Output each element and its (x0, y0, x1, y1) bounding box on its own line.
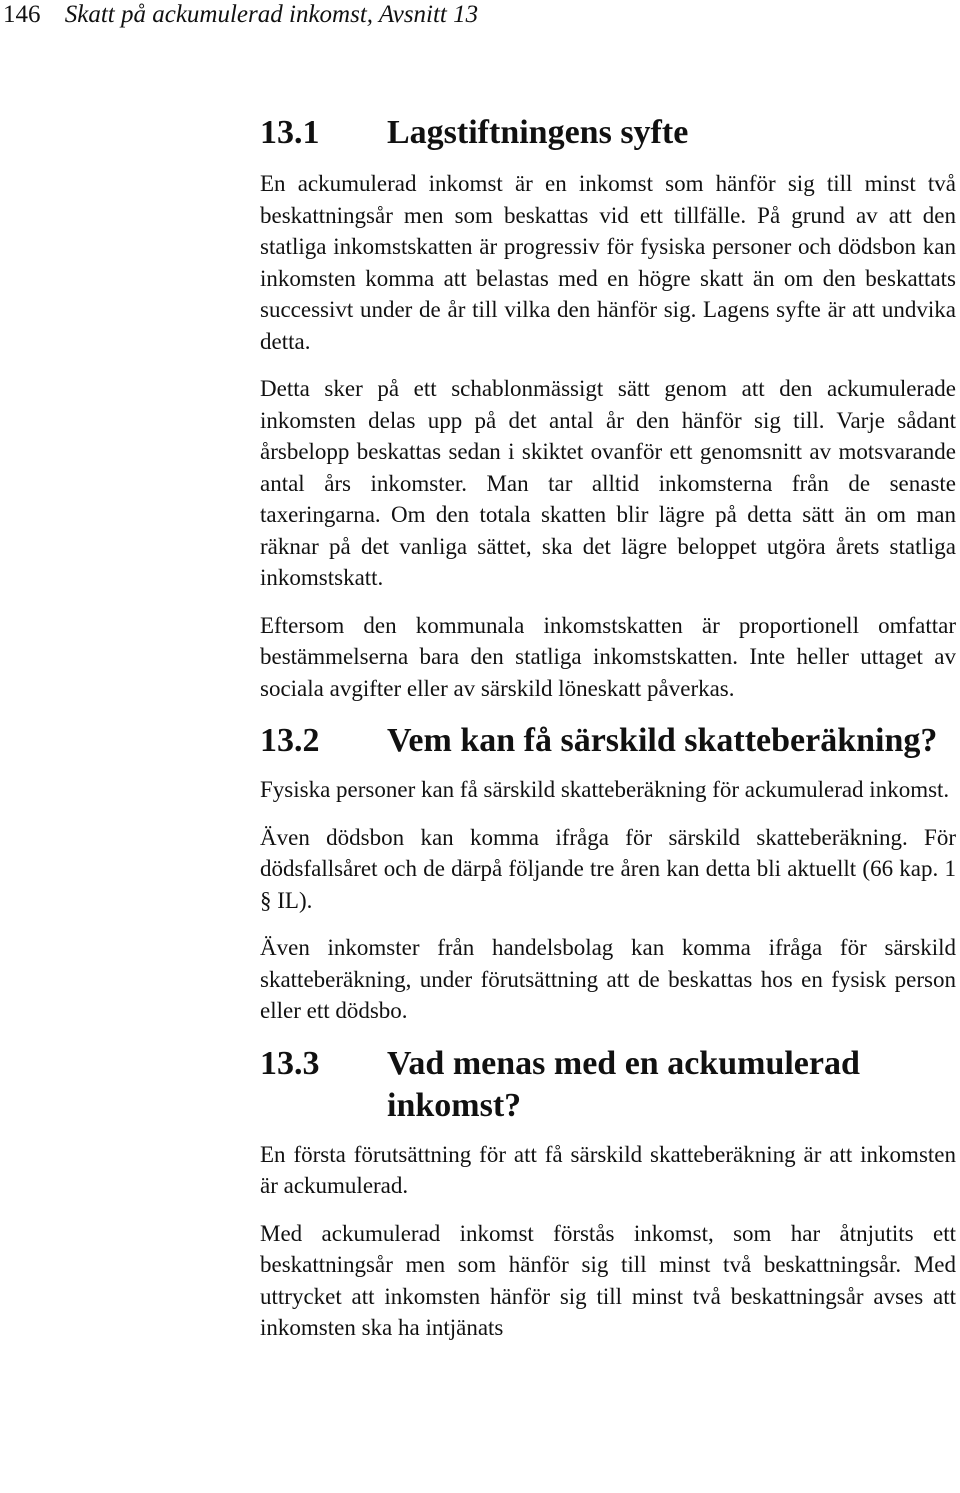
paragraph: Eftersom den kommunala inkomstskatten är proportionell omfattar bestämmelserna bara den statliga inkomstskatten. Inte heller uttaget av sociala avgifter eller av särskild löneskatt påverkas. (260, 612, 956, 701)
section-number: 13.3 (260, 1044, 320, 1082)
section-heading-13-3 (260, 1043, 956, 1127)
paragraph: Fysiska personer kan få särskild skatteberäkning för ackumulerad inkomst. (260, 777, 950, 802)
page-number: 146 (3, 1, 41, 28)
section-number: 13.2 (260, 722, 320, 759)
paragraph: En ackumulerad inkomst är en inkomst som hänför sig till minst två beskattningsår men som beskattas vid ett tillfälle. På grund av att den statliga inkomstskatten är progressiv för fysiska personer och dödsbon kan inkomsten komma att belastas med en högre skatt än om den beskattats successivt under de år till vilka den hänför sig. Lagens syfte är att undvika detta. (260, 171, 956, 354)
paragraph: Med ackumulerad inkomst förstås inkomst, som har åtnjutits ett beskattningsår men som hänför sig till minst två beskattningsår. Med uttrycket att inkomsten hänför sig till minst två beskattningsår avses att inkomsten ska ha intjänats (260, 1220, 956, 1340)
running-title: Skatt på ackumulerad inkomst, Avsnitt 13 (64, 1, 479, 28)
section-heading-13-2 (260, 720, 956, 762)
section-number: 13.1 (260, 114, 320, 151)
section-title: Vad menas med en ackumulerad inkomst? (387, 1044, 860, 1124)
running-header (3, 0, 478, 30)
section-heading-13-1 (260, 112, 956, 154)
page-body (260, 112, 956, 1360)
section-title: Vem kan få särskild skatteberäkning? (387, 722, 938, 759)
paragraph: Även dödsbon kan komma ifråga för särskild skatteberäkning. För dödsfallsåret och de därpå följande tre åren kan detta bli aktuellt (66 kap. 1 § IL). (260, 824, 956, 913)
paragraph: En första förutsättning för att få särskild skatteberäkning är att inkomsten är ackumulerad. (260, 1141, 956, 1198)
paragraph: Detta sker på ett schablonmässigt sätt genom att den ackumulerade inkomsten delas upp på det antal år den hänför sig till. Varje sådant årsbelopp beskattas sedan i skiktet ovanför ett genomsnitt av motsvarande antal års inkomster. Man tar alltid inkomsterna från de senaste taxeringarna. Om den totala skatten blir lägre på detta sätt än om man räknar på det vanliga sättet, ska det lägre beloppet utgöra årets statliga inkomstskatt. (260, 376, 956, 590)
paragraph: Även inkomster från handelsbolag kan komma ifråga för särskild skatteberäkning, under förutsättning att de beskattas hos en fysisk person eller ett dödsbo. (260, 935, 956, 1023)
section-title: Lagstiftningens syfte (387, 114, 689, 151)
